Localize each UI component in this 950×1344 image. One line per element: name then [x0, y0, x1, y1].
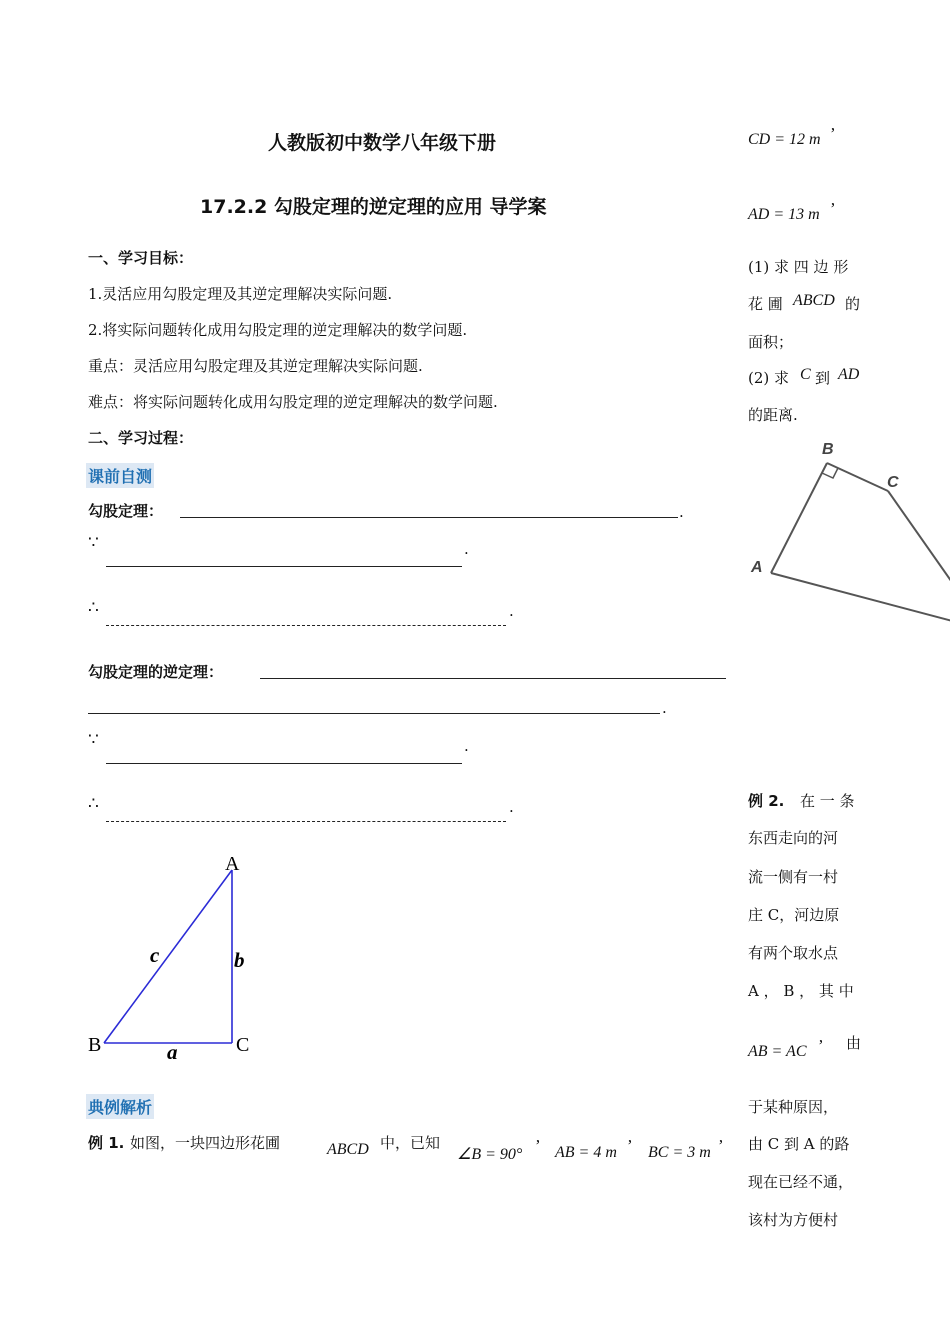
page-title: 人教版初中数学八年级下册 — [268, 132, 497, 154]
question2-line1a: (2) 求 — [748, 369, 790, 387]
theorem-period: . — [679, 503, 684, 521]
section1-heading: 一、学习目标： — [88, 249, 194, 267]
converse-label: 勾股定理的逆定理： — [88, 663, 224, 681]
difficult-point: 难点：将实际问题转化成用勾股定理的逆定理解决的数学问题. — [88, 393, 498, 411]
quad-vertex-a: A — [751, 559, 763, 576]
comma-2: ’ — [627, 1136, 633, 1155]
comma-6: ’ — [818, 1036, 824, 1055]
example1-mid: 中，已知 — [380, 1134, 441, 1152]
quad-vertex-c: C — [887, 474, 899, 491]
because-symbol-2: ∵ — [88, 730, 99, 750]
question2-line1c: 到 — [815, 369, 831, 387]
therefore-symbol-2: ∴ — [88, 794, 99, 814]
side-ab-line — [771, 463, 827, 573]
example2-line-5: A ， B ， 其 中 — [748, 982, 854, 1000]
because-period-2: . — [464, 737, 469, 755]
example1-bc: BC = 3 m — [648, 1144, 711, 1161]
side-c-label: c — [150, 943, 160, 967]
example2-line-1: 东西走向的河 — [748, 829, 839, 847]
question1-line2c: 的 — [845, 295, 861, 313]
question1-abcd: ABCD — [793, 292, 835, 309]
side-bc-line — [827, 463, 888, 491]
section2-heading: 二、学习过程： — [88, 429, 194, 447]
therefore-symbol-1: ∴ — [88, 598, 99, 618]
side-b-label: b — [234, 948, 245, 972]
triangle-lines — [104, 870, 232, 1043]
converse-period: . — [662, 699, 667, 717]
converse-blank-1[interactable] — [260, 678, 726, 679]
example1-label: 例 1. — [88, 1134, 125, 1152]
comma-1: ’ — [535, 1136, 541, 1155]
quad-vertex-b: B — [822, 441, 834, 458]
key-point: 重点：灵活应用勾股定理及其逆定理解决实际问题. — [88, 357, 423, 375]
example2-eq: AB = AC — [748, 1043, 807, 1060]
example2-line2-0: 于某种原因， — [748, 1098, 839, 1116]
example1-cd: CD = 12 m — [748, 131, 821, 148]
pretest-label: 课前自测 — [86, 463, 154, 488]
question1-line3: 面积； — [748, 333, 794, 351]
example2-label: 例 2. — [748, 792, 785, 810]
because-symbol-1: ∵ — [88, 533, 99, 553]
comma-4: ’ — [830, 124, 836, 143]
question2-ad: AD — [838, 366, 860, 383]
example2-line2-1: 由 C 到 A 的路 — [748, 1135, 850, 1153]
question2-line2: 的距离. — [748, 406, 798, 424]
example1-ab: AB = 4 m — [555, 1144, 617, 1161]
vertex-b-label: B — [88, 1034, 102, 1056]
question2-c: C — [800, 366, 811, 383]
vertex-a-label: A — [225, 853, 240, 875]
example2-you: 由 — [846, 1034, 862, 1052]
theorem-blank[interactable] — [180, 517, 678, 518]
examples-label: 典例解析 — [86, 1094, 154, 1119]
quadrilateral-figure — [745, 435, 950, 635]
side-a-label: a — [167, 1040, 178, 1064]
example1-abcd: ABCD — [327, 1141, 369, 1158]
objective-2: 2.将实际问题转化成用勾股定理的逆定理解决的数学问题. — [88, 321, 468, 339]
example2-line2-2: 现在已经不通， — [748, 1173, 854, 1191]
therefore-period-2: . — [509, 798, 514, 816]
comma-3: ’ — [718, 1136, 724, 1155]
theorem-label: 勾股定理： — [88, 502, 164, 520]
side-c-line — [104, 870, 232, 1043]
example1-angle: ∠B = 90° — [457, 1146, 523, 1163]
objective-1: 1.灵活应用勾股定理及其逆定理解决实际问题. — [88, 285, 393, 303]
therefore-period-1: . — [509, 602, 514, 620]
comma-5: ’ — [830, 199, 836, 218]
side-cd-line — [888, 491, 950, 615]
therefore-blank-1[interactable] — [106, 625, 506, 626]
question1-line2a: 花 圃 — [748, 295, 783, 313]
converse-blank-2[interactable] — [88, 713, 660, 714]
example1-text: 如图，一块四边形花圃 — [130, 1134, 281, 1152]
question1-line1: (1) 求 四 边 形 — [748, 258, 849, 276]
therefore-blank-2[interactable] — [106, 821, 506, 822]
lesson-title: 17.2.2 勾股定理的逆定理的应用 导学案 — [200, 196, 547, 218]
example1-ad: AD = 13 m — [748, 206, 820, 223]
example2-line-0: 在 一 条 — [800, 792, 855, 810]
side-ad-line — [771, 573, 950, 627]
because-blank-2[interactable] — [106, 763, 462, 764]
because-blank-1[interactable] — [106, 566, 462, 567]
example2-line-2: 流一侧有一村 — [748, 868, 839, 886]
example2-line2-3: 该村为方便村 — [748, 1211, 839, 1229]
vertex-c-label: C — [236, 1034, 250, 1056]
because-period-1: . — [464, 540, 469, 558]
right-triangle-figure — [80, 845, 270, 1070]
example2-line-3: 庄 C，河边原 — [748, 906, 840, 924]
example2-line-4: 有两个取水点 — [748, 944, 839, 962]
